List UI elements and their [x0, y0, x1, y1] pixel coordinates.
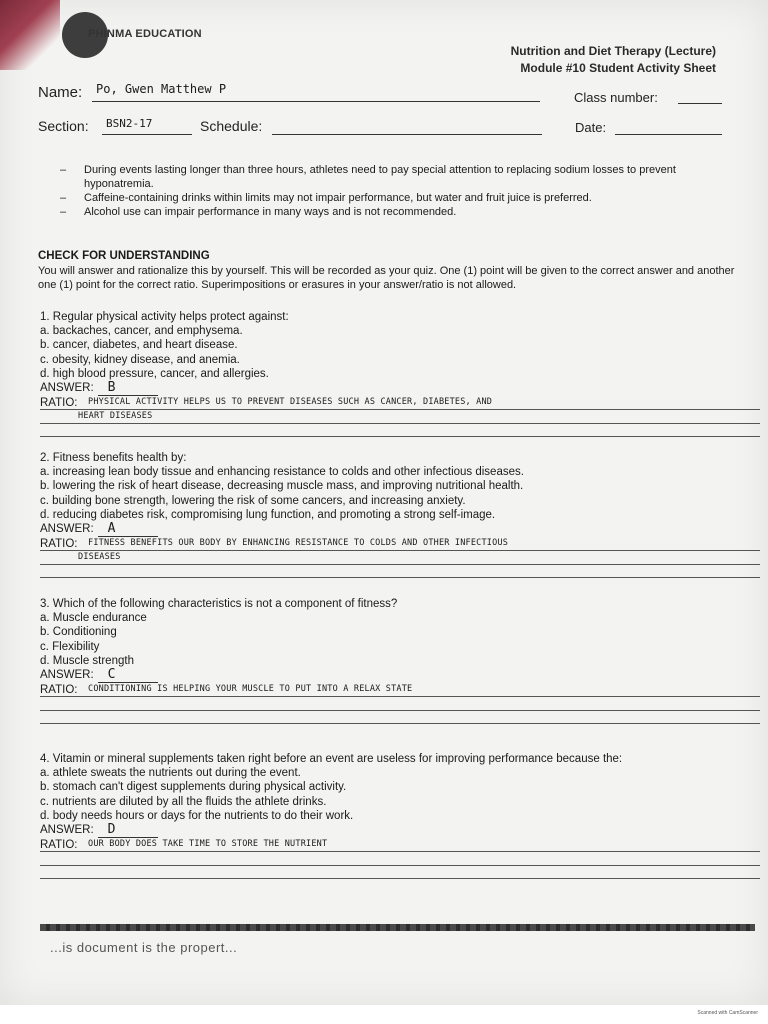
ratio-row: RATIO: PHYSICAL ACTIVITY HELPS US TO PREVENT DISEASES SUCH AS CANCER, DIABETES, AND — [40, 396, 760, 410]
option: c. Flexibility — [40, 640, 100, 653]
question-2 — [40, 451, 760, 579]
option: a. Muscle endurance — [40, 612, 147, 625]
check-heading: CHECK FOR UNDERSTANDING — [38, 250, 210, 262]
camscanner-watermark: Scanned with CamScanner — [697, 1010, 758, 1016]
reminder-bullets — [60, 163, 730, 219]
ratio-line — [40, 878, 760, 879]
class-number-line — [678, 103, 722, 104]
question-text: 1. Regular physical activity helps protect against: — [40, 311, 289, 323]
option: b. stomach can't digest supplements during physical activity. — [40, 781, 347, 794]
answer-row: ANSWER: A — [40, 522, 760, 537]
option: b. cancer, diabetes, and heart disease. — [40, 339, 238, 352]
name-label: Name: — [38, 84, 83, 101]
option: c. nutrients are diluted by all the fluids the athlete drinks. — [40, 795, 327, 808]
section-value: BSN2-17 — [106, 117, 153, 130]
ratio-row — [40, 410, 760, 424]
option: c. obesity, kidney disease, and anemia. — [40, 353, 240, 366]
answer-row: ANSWER: C — [40, 668, 760, 683]
name-value: Po, Gwen Matthew P — [96, 82, 227, 96]
answer-row: ANSWER: B — [40, 381, 760, 396]
ratio-text: OUR BODY DOES TAKE TIME TO STORE THE NUTRIENT — [88, 839, 328, 850]
ratio-row — [40, 424, 760, 438]
option: d. reducing diabetes risk, compromising lung function, and promoting a strong self-image. — [40, 508, 496, 521]
check-instructions: You will answer and rationalize this by yourself. This will be recorded as your quiz. One (1) point will be given to the correct answer and another one (1) point for the correct ratio. Superimpositions or erasures in your answer/ratio is not allowed. — [38, 265, 735, 291]
question-text: 3. Which of the following characteristics is not a component of fitness? — [40, 598, 398, 610]
ratio-text: DISEASES — [78, 552, 121, 563]
ratio-row: RATIO: OUR BODY DOES TAKE TIME TO STORE THE NUTRIENT — [40, 838, 760, 852]
ratio-line — [40, 436, 760, 437]
section-line — [102, 134, 192, 135]
date-line — [615, 134, 722, 135]
option: d. Muscle strength — [40, 654, 134, 667]
ratio-text: HEART DISEASES — [78, 411, 153, 422]
footer-text: ...is document is the propert... — [50, 940, 238, 955]
ratio-text: PHYSICAL ACTIVITY HELPS US TO PREVENT DISEASES SUCH AS CANCER, DIABETES, AND — [88, 397, 493, 408]
option: c. building bone strength, lowering the risk of some cancers, and increasing anxiety. — [40, 494, 466, 507]
ratio-line — [40, 723, 760, 724]
answer-value: C — [98, 668, 158, 683]
question-1 — [40, 310, 760, 438]
ratio-row: RATIO: CONDITIONING IS HELPING YOUR MUSCLE TO PUT INTO A RELAX STATE — [40, 683, 760, 697]
module-title: Module #10 Student Activity Sheet — [520, 61, 716, 75]
org-name: PHINMA EDUCATION — [88, 28, 202, 40]
ratio-row — [40, 866, 760, 880]
question-text: 2. Fitness benefits health by: — [40, 452, 187, 464]
answer-value: D — [98, 823, 158, 838]
ratio-row — [40, 697, 760, 711]
question-text: 4. Vitamin or mineral supplements taken right before an event are useless for improving performance because the: — [40, 753, 623, 765]
section-label: Section: — [38, 118, 89, 134]
question-4 — [40, 752, 760, 880]
answer-value: B — [98, 381, 158, 396]
name-line — [92, 101, 540, 102]
bullet-item: – During events lasting longer than three hours, athletes need to pay special attention to replacing sodium losses to prevent hyponatremia. — [60, 164, 676, 190]
option: a. backaches, cancer, and emphysema. — [40, 325, 243, 338]
class-number-label: Class number: — [574, 90, 658, 105]
ratio-row — [40, 852, 760, 866]
course-header — [511, 43, 716, 77]
option: a. increasing lean body tissue and enhancing resistance to colds and other infectious diseases. — [40, 466, 524, 479]
option: b. lowering the risk of heart disease, decreasing muscle mass, and improving nutritional health. — [40, 480, 524, 493]
page-corner-shadow — [0, 0, 60, 70]
ratio-row — [40, 711, 760, 725]
option: d. high blood pressure, cancer, and allergies. — [40, 367, 269, 380]
ratio-row — [40, 565, 760, 579]
date-label: Date: — [575, 120, 607, 135]
bullet-item: – Alcohol use can impair performance in many ways and is not recommended. — [60, 206, 457, 218]
ratio-text: CONDITIONING IS HELPING YOUR MUSCLE TO PUT INTO A RELAX STATE — [88, 684, 413, 695]
answer-row: ANSWER: D — [40, 823, 760, 838]
option: d. body needs hours or days for the nutrients to do their work. — [40, 809, 354, 822]
question-3 — [40, 597, 760, 725]
footer-band — [40, 924, 755, 931]
ratio-line — [40, 577, 760, 578]
option: b. Conditioning — [40, 626, 117, 639]
answer-value: A — [98, 522, 158, 537]
schedule-label: Schedule: — [200, 118, 263, 134]
bullet-item: – Caffeine-containing drinks within limits may not impair performance, but water and fruit juice is preferred. — [60, 192, 592, 204]
option: a. athlete sweats the nutrients out during the event. — [40, 767, 301, 780]
ratio-row: RATIO: FITNESS BENEFITS OUR BODY BY ENHANCING RESISTANCE TO COLDS AND OTHER INFECTIOUS — [40, 537, 760, 551]
ratio-text: FITNESS BENEFITS OUR BODY BY ENHANCING RESISTANCE TO COLDS AND OTHER INFECTIOUS — [88, 538, 509, 549]
course-title: Nutrition and Diet Therapy (Lecture) — [510, 44, 716, 58]
schedule-line — [272, 134, 542, 135]
ratio-row — [40, 551, 760, 565]
